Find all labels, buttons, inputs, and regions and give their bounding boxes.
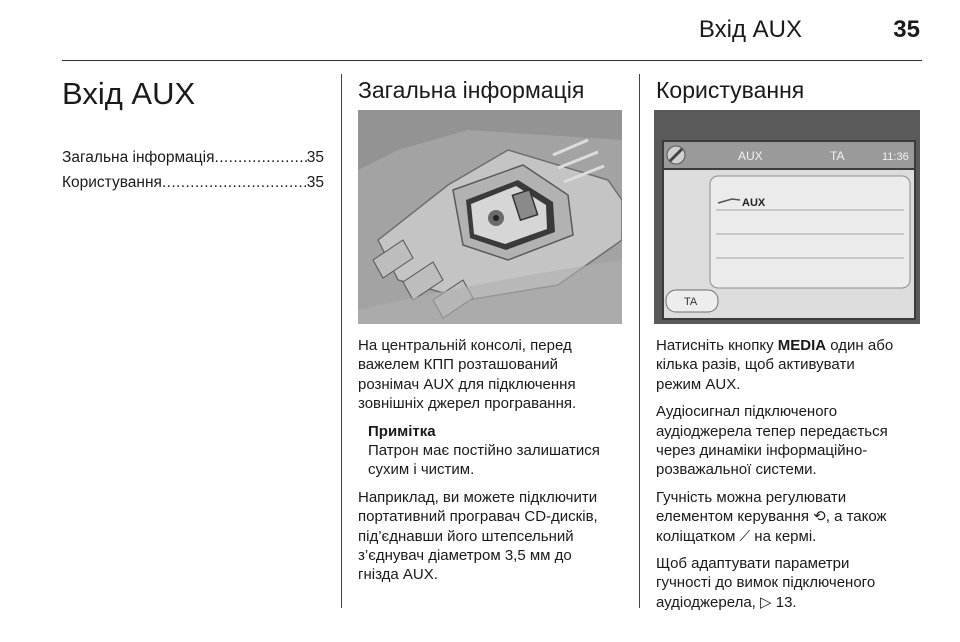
text-run: , а також <box>825 508 887 526</box>
column-divider <box>341 74 342 608</box>
usage-column <box>656 74 926 106</box>
general-info-column <box>358 74 624 106</box>
usage-para-4 <box>656 554 926 612</box>
text-run: аудіоджерела, <box>656 593 761 611</box>
text-run: коліщатком <box>656 527 740 545</box>
general-info-heading: Загальна інформація <box>358 77 585 103</box>
usage-heading: Користування <box>656 77 805 103</box>
text-line: режим AUX. <box>656 375 741 393</box>
display-ta-label: TA <box>830 149 845 163</box>
toc-leader-dots <box>215 145 307 170</box>
usage-para-3 <box>656 488 926 546</box>
steering-wheel-thumbwheel-icon: ⟋ <box>739 526 751 545</box>
text-line: сухим і чистим. <box>368 461 475 479</box>
header-title: Вхід AUX <box>698 16 802 43</box>
text-line: розважальної системи. <box>656 461 817 479</box>
toc-column <box>62 74 324 195</box>
text-line: важелем КПП розташований <box>358 356 559 374</box>
aux-socket-photo <box>358 110 622 324</box>
text-line: На центральній консолі, перед <box>358 337 572 354</box>
text-line: гнізда AUX. <box>358 566 438 584</box>
media-button-name: MEDIA <box>777 337 827 354</box>
text-line: під’єднавши його штепсельний <box>358 527 574 545</box>
text-line: Щоб адаптувати параметри <box>656 555 850 573</box>
text-line: Аудіосигнал підключеного <box>656 403 838 421</box>
text-run: Натисніть кнопку <box>656 337 778 354</box>
page-header <box>62 0 922 61</box>
aux-display-screenshot <box>654 110 920 324</box>
display-ta-button: TA <box>684 296 698 308</box>
text-line: портативний програвач CD-дисків, <box>358 508 598 526</box>
page-reference-arrow-icon: ▷ <box>760 592 772 611</box>
text-line: Гучність можна регулювати <box>656 488 847 506</box>
text-line: рознімач AUX для підключення <box>358 375 576 393</box>
note-title: Примітка <box>368 422 436 440</box>
volume-knob-icon: ⟲ <box>813 507 826 526</box>
text-line: зовнішніх джерел програвання. <box>358 395 577 413</box>
general-info-text <box>358 336 624 593</box>
toc-entry-label: Загальна інформація <box>62 149 215 166</box>
toc-entry[interactable] <box>62 170 324 195</box>
display-list-item: AUX <box>742 197 766 209</box>
usage-text <box>656 336 926 620</box>
general-para-1 <box>358 336 624 414</box>
text-run: елементом керування <box>656 508 814 526</box>
section-title: Вхід AUX <box>62 76 196 111</box>
note-block <box>358 422 624 480</box>
page-reference: 13. <box>771 593 797 611</box>
text-line: Патрон має постійно залишатися <box>368 442 600 460</box>
text-line: через динаміки інформаційно- <box>656 442 868 460</box>
text-line: з’єднувач діаметром 3,5 мм до <box>358 547 572 565</box>
text-line: аудіоджерела тепер передається <box>656 422 888 440</box>
table-of-contents <box>62 145 324 195</box>
text-line: Наприклад, ви можете підключити <box>358 488 598 506</box>
usage-para-1 <box>656 336 926 394</box>
display-illustration <box>654 110 920 324</box>
toc-entry[interactable] <box>62 145 324 170</box>
toc-entry-label: Користування <box>62 174 162 191</box>
toc-leader-dots <box>162 170 307 195</box>
text-run: на кермі. <box>750 527 817 545</box>
column-divider <box>639 74 640 608</box>
display-clock: 11:36 <box>882 151 909 163</box>
toc-entry-page: 35 <box>306 174 324 191</box>
toc-entry-page: 35 <box>306 149 324 166</box>
usage-para-2 <box>656 402 926 480</box>
page-number: 35 <box>893 16 920 43</box>
text-run: один або <box>826 337 894 354</box>
display-source-label: AUX <box>738 149 763 163</box>
text-line: кілька разів, щоб активувати <box>656 356 855 374</box>
aux-console-illustration <box>358 110 622 324</box>
general-para-2 <box>358 488 624 585</box>
text-line: гучності до вимок підключеного <box>656 574 876 592</box>
